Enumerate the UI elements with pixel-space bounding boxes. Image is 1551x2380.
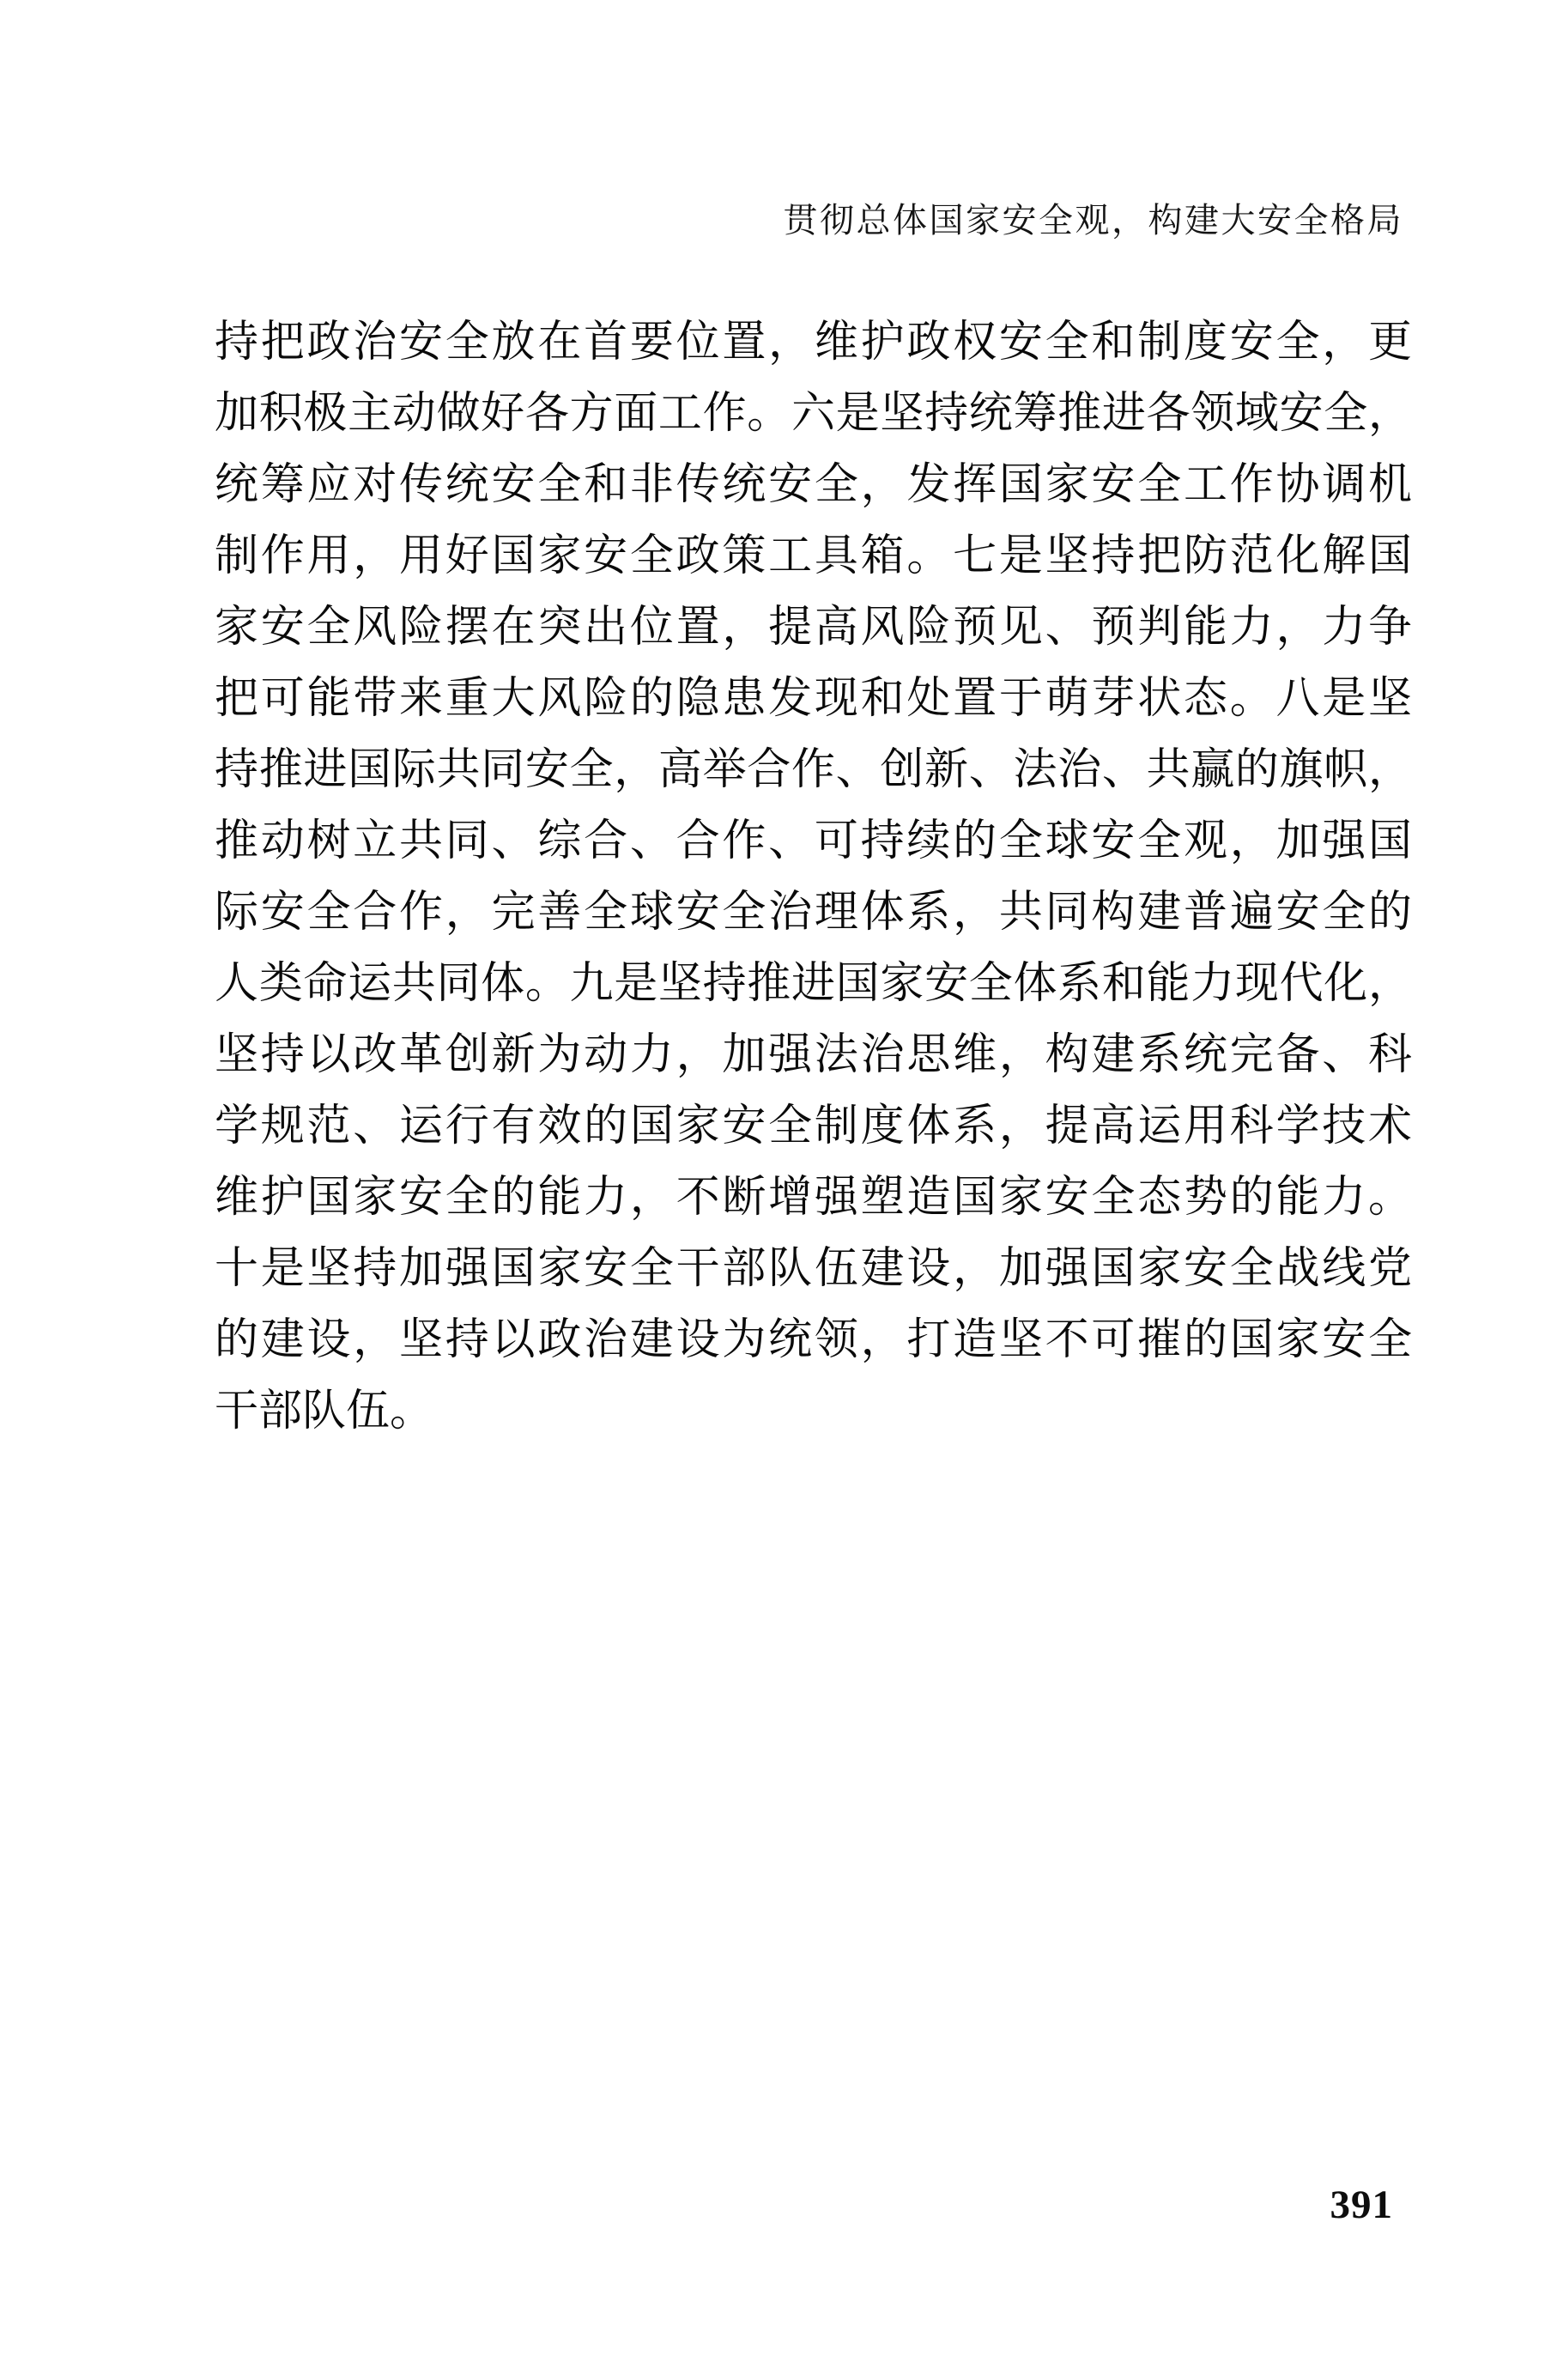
text-line: 加积极主动做好各方面工作。六是坚持统筹推进各领域安全， xyxy=(215,390,1412,438)
text-line: 制作用，用好国家安全政策工具箱。七是坚持把防范化解国 xyxy=(215,532,1412,580)
text-line: 际安全合作，完善全球安全治理体系，共同构建普遍安全的 xyxy=(215,889,1412,937)
text-line: 把可能带来重大风险的隐患发现和处置于萌芽状态。八是坚 xyxy=(215,675,1412,723)
text-line: 统筹应对传统安全和非传统安全，发挥国家安全工作协调机 xyxy=(215,461,1412,509)
page-number: 391 xyxy=(1330,2183,1393,2227)
text-line: 持把政治安全放在首要位置，维护政权安全和制度安全，更 xyxy=(215,319,1412,367)
body-text xyxy=(215,307,1412,1448)
text-line: 干部队伍。 xyxy=(215,1387,434,1436)
text-line: 学规范、运行有效的国家安全制度体系，提高运用科学技术 xyxy=(215,1102,1412,1151)
running-header xyxy=(784,200,1404,241)
text-line: 维护国家安全的能力，不断增强塑造国家安全态势的能力。 xyxy=(215,1174,1412,1222)
running-header-text: 贯彻总体国家安全观，构建大安全格局 xyxy=(783,201,1403,240)
text-line: 人类命运共同体。九是坚持推进国家安全体系和能力现代化， xyxy=(215,960,1412,1008)
text-line: 推动树立共同、综合、合作、可持续的全球安全观，加强国 xyxy=(215,817,1412,865)
text-line: 十是坚持加强国家安全干部队伍建设，加强国家安全战线党 xyxy=(215,1245,1412,1293)
text-line: 家安全风险摆在突出位置，提高风险预见、预判能力，力争 xyxy=(215,604,1412,652)
text-line: 坚持以改革创新为动力，加强法治思维，构建系统完备、科 xyxy=(215,1031,1412,1079)
text-line: 的建设，坚持以政治建设为统领，打造坚不可摧的国家安全 xyxy=(215,1316,1412,1364)
text-line: 持推进国际共同安全，高举合作、创新、法治、共赢的旗帜， xyxy=(215,746,1412,794)
